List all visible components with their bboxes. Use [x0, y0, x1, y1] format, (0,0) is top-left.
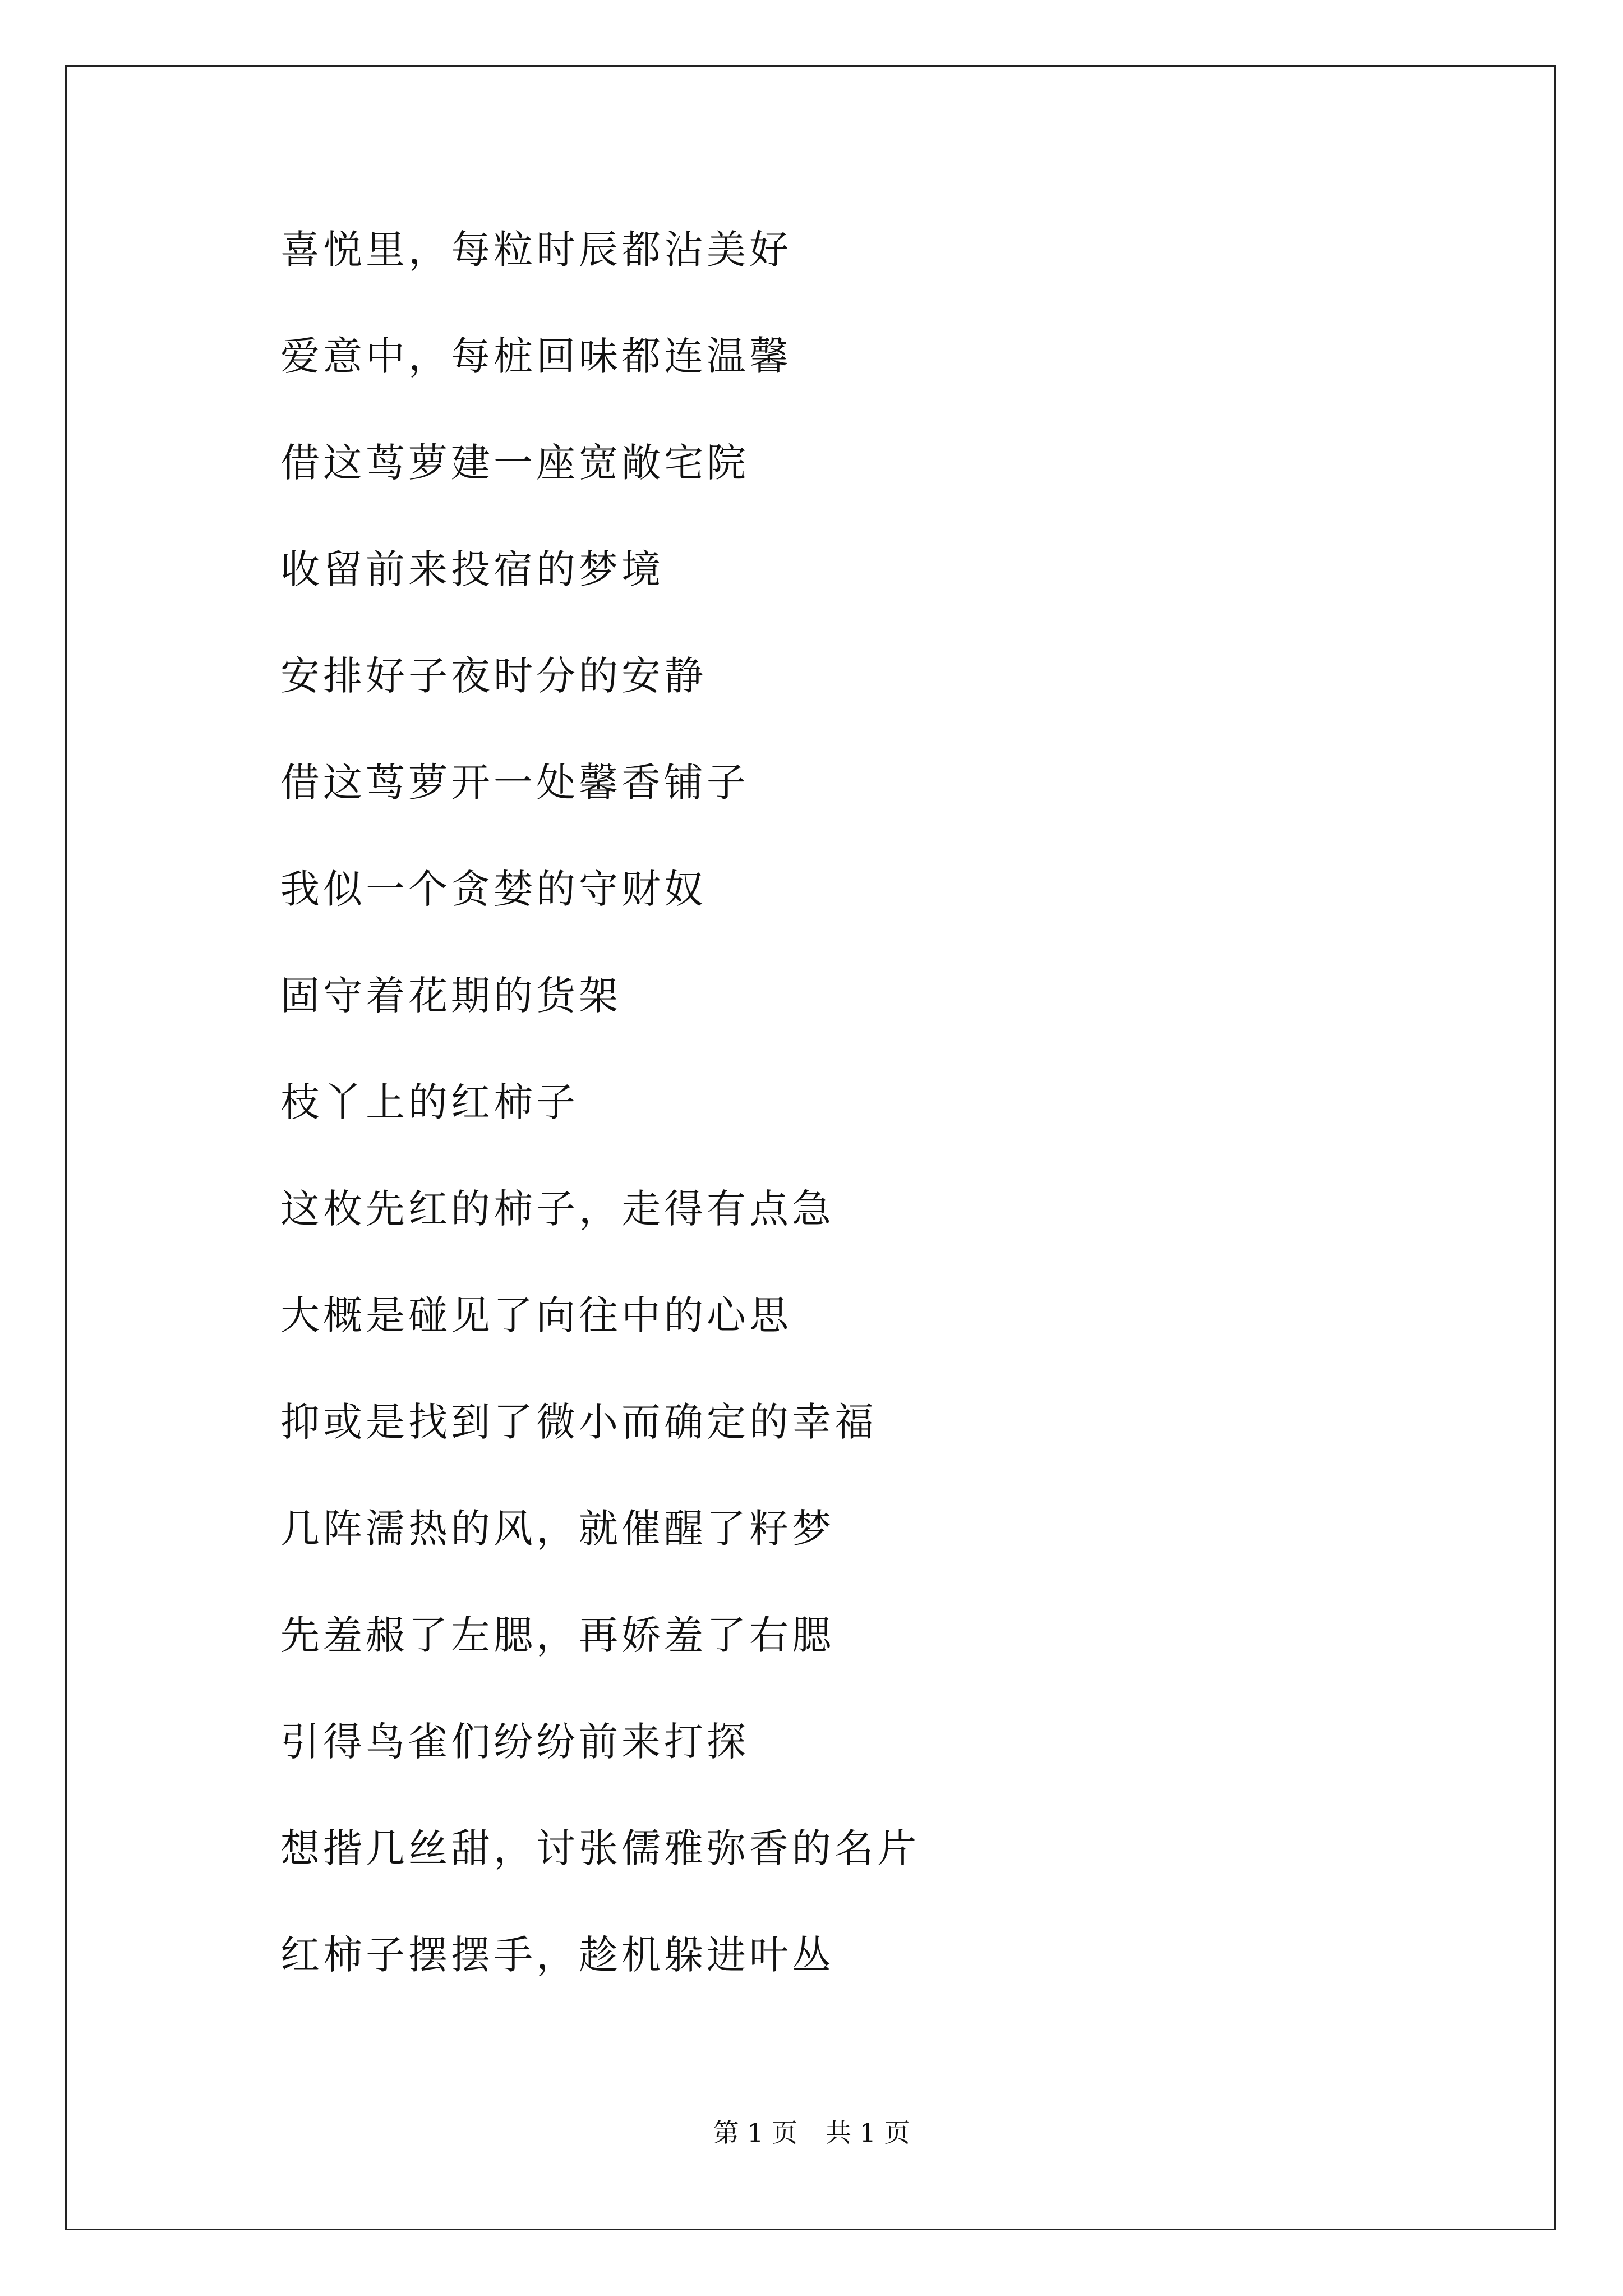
page-footer — [0, 2116, 1623, 2150]
poem-line: 收留前来投宿的梦境 — [280, 546, 664, 592]
poem-line: 几阵濡热的风，就催醒了籽梦 — [280, 1506, 834, 1552]
poem-line: 这枚先红的柿子，走得有点急 — [280, 1186, 834, 1232]
poem-line: 先羞赧了左腮，再娇羞了右腮 — [280, 1612, 834, 1658]
poem-line: 抑或是找到了微小而确定的幸福 — [280, 1399, 877, 1445]
poem-line: 借这茑萝建一座宽敞宅院 — [280, 440, 749, 486]
poem-line: 大概是碰见了向往中的心思 — [280, 1292, 792, 1338]
poem-body — [280, 219, 920, 2031]
poem-line: 想揩几丝甜，讨张儒雅弥香的名片 — [280, 1825, 920, 1871]
poem-line: 固守着花期的货架 — [280, 973, 621, 1019]
page-total: 共 1 页 — [826, 2118, 910, 2148]
poem-line: 引得鸟雀们纷纷前来打探 — [280, 1719, 749, 1765]
poem-line: 安排好子夜时分的安静 — [280, 653, 707, 699]
poem-line: 爱意中，每桩回味都连温馨 — [280, 333, 792, 379]
poem-line: 我似一个贪婪的守财奴 — [280, 866, 707, 912]
poem-line: 喜悦里，每粒时辰都沾美好 — [280, 227, 792, 273]
page-number: 第 1 页 — [713, 2118, 797, 2148]
poem-line: 红柿子摆摆手，趁机躲进叶丛 — [280, 1932, 834, 1978]
poem-line: 枝丫上的红柿子 — [280, 1079, 579, 1125]
poem-line: 借这茑萝开一处馨香铺子 — [280, 760, 749, 806]
